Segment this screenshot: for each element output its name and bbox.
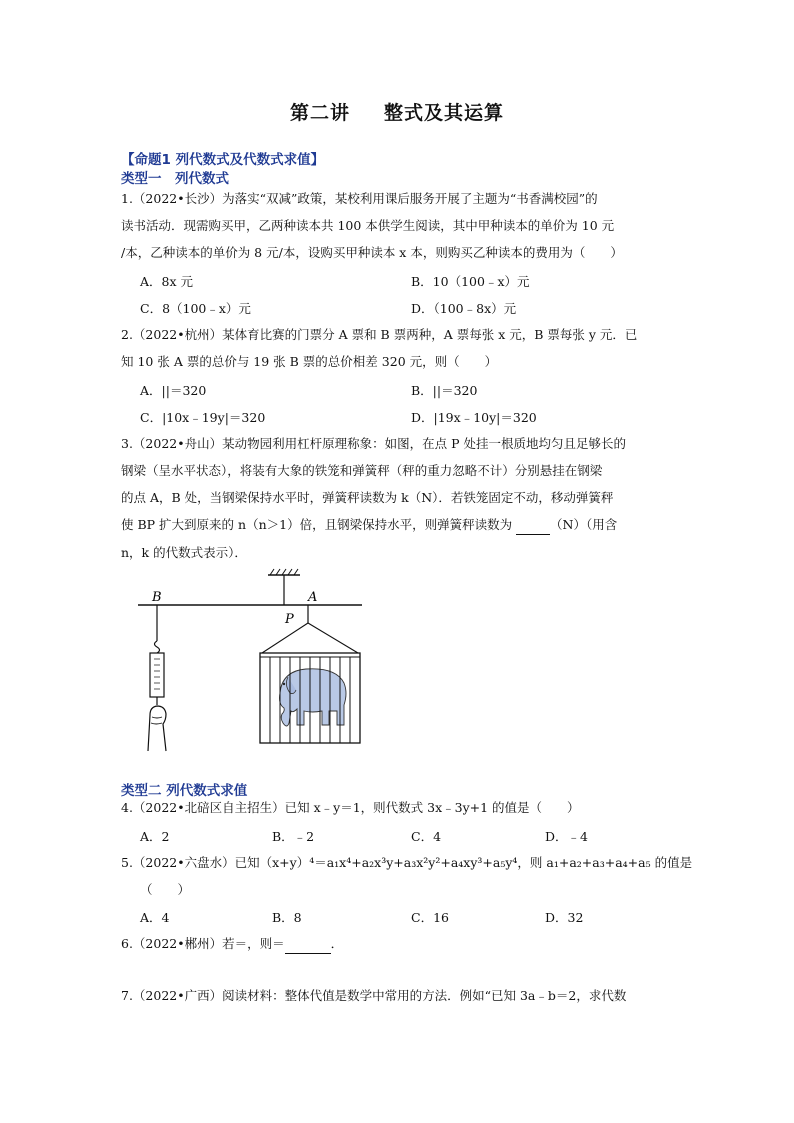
q4-option-b: B．﹣2 bbox=[272, 829, 315, 844]
q5-option-d: D．32 bbox=[545, 910, 584, 925]
q2-line2: 知 10 张 A 票的总价与 19 张 B 票的总价相差 320 元，则（ ） bbox=[121, 354, 498, 369]
q1-line1: 1.（2022•长沙）为落实“双减”政策，某校利用课后服务开展了主题为“书香满校园”的 bbox=[121, 191, 598, 206]
q7-line1: 7.（2022•广西）阅读材料：整体代值是数学中常用的方法．例如“已知 3a﹣b＝2，求代数 bbox=[121, 988, 627, 1003]
q5-line1: 5.（2022•六盘水）已知（x+y）⁴＝a₁x⁴+a₂x³y+a₃x²y²+a₄xy³+a₅y⁴，则 a₁+a₂+a₃+a₄+a₅ 的值是 bbox=[121, 855, 693, 870]
iron-cage bbox=[260, 653, 360, 743]
q1-option-b: B．10（100﹣x）元 bbox=[411, 274, 530, 289]
q2-option-c: C．|10x﹣19y|＝320 bbox=[140, 410, 266, 425]
q3-line3: 的点 A，B 处，当钢梁保持水平时，弹簧秤读数为 k（N）．若铁笼固定不动，移动弹簧秤 bbox=[121, 490, 614, 505]
q5-line2: （ ） bbox=[140, 882, 191, 897]
label-b: B bbox=[152, 590, 162, 605]
q2-line1: 2.（2022•杭州）某体育比赛的门票分 A 票和 B 票两种，A 票每张 x 元，B 票每张 y 元．已 bbox=[121, 327, 638, 342]
q6-line bbox=[121, 935, 343, 954]
q5-option-c: C．16 bbox=[411, 910, 449, 925]
q3-line5: n，k 的代数式表示）． bbox=[121, 545, 247, 560]
q6-answer-blank bbox=[285, 935, 331, 954]
label-a: A bbox=[308, 590, 318, 605]
q2-option-b: B．||＝320 bbox=[411, 383, 478, 398]
q1-line3: /本，乙种读本的单价为 8 元/本，设购买甲种读本 x 本，则购买乙种读本的费用为（ ） bbox=[121, 245, 623, 260]
page-title bbox=[0, 98, 794, 125]
spring-scale bbox=[150, 605, 164, 705]
q4-option-a: A．2 bbox=[140, 829, 170, 844]
q3-line2: 钢梁（呈水平状态），将装有大象的铁笼和弹簧秤（秤的重力忽略不计）分别悬挂在钢梁 bbox=[121, 463, 603, 478]
q5-option-a: A．4 bbox=[140, 910, 170, 925]
type1-heading: 类型一 列代数式 bbox=[121, 171, 229, 187]
hand-icon bbox=[148, 706, 166, 751]
q1-option-d: D．（100﹣8x）元 bbox=[411, 301, 517, 316]
q2-option-d: D．|19x﹣10y|＝320 bbox=[411, 410, 537, 425]
q3-line4-text: 使 BP 扩大到原来的 n（n＞1）倍，且钢梁保持水平，则弹簧秤读数为 bbox=[121, 517, 517, 532]
lever-diagram bbox=[130, 565, 370, 755]
q6-tail: ． bbox=[330, 936, 344, 951]
title-topic: 整式及其运算 bbox=[384, 102, 505, 124]
q1-option-a: A．8x 元 bbox=[140, 274, 194, 289]
q4-option-c: C．4 bbox=[411, 829, 442, 844]
label-p: P bbox=[285, 612, 294, 627]
q4-option-d: D．﹣4 bbox=[545, 829, 588, 844]
q5-option-b: B．8 bbox=[272, 910, 302, 925]
ceiling-mount bbox=[268, 569, 300, 605]
q2-option-a: A．||＝320 bbox=[140, 383, 207, 398]
title-lecture: 第二讲 bbox=[289, 102, 350, 124]
cage-suspension bbox=[262, 605, 358, 653]
proposition-heading: 【命题1 列代数式及代数式求值】 bbox=[121, 152, 325, 168]
q1-option-c: C．8（100﹣x）元 bbox=[140, 301, 251, 316]
q3-line1: 3.（2022•舟山）某动物园利用杠杆原理称象：如图，在点 P 处挂一根质地均匀且足够长的 bbox=[121, 436, 626, 451]
q6-text: 6.（2022•郴州）若＝，则＝ bbox=[121, 936, 285, 951]
q1-line2: 读书活动．现需购买甲，乙两种读本共 100 本供学生阅读，其中甲种读本的单价为 10 元 bbox=[121, 218, 615, 233]
q3-line4-unit: （N）（用含 bbox=[550, 517, 618, 532]
q4-line1: 4.（2022•北碚区自主招生）已知 x﹣y＝1，则代数式 3x﹣3y+1 的值是（ ） bbox=[121, 800, 580, 815]
q3-answer-blank bbox=[516, 516, 550, 535]
q3-line4 bbox=[121, 516, 617, 535]
type2-heading: 类型二 列代数式求值 bbox=[121, 783, 248, 799]
